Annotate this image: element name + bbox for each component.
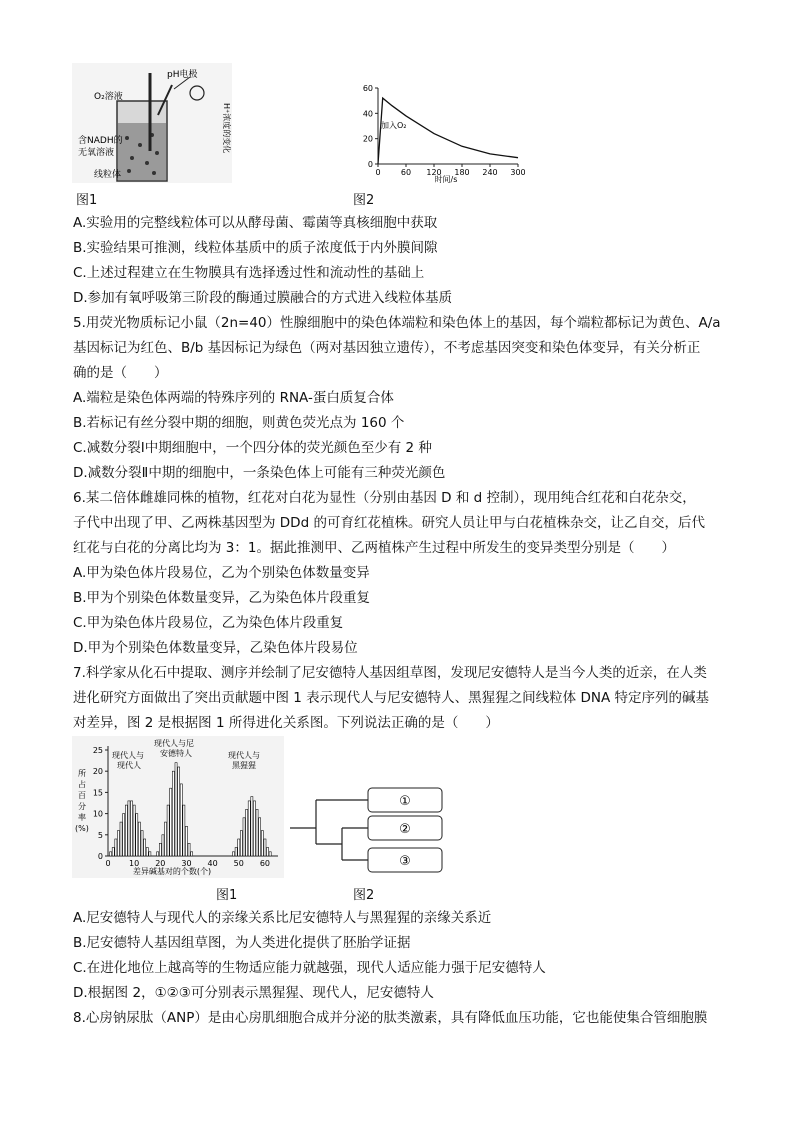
q5-option-c: C.减数分裂Ⅰ中期细胞中，一个四分体的荧光颜色至少有 2 种 [73,440,432,456]
y-tick-label: 0 [367,160,373,169]
q4-option-b: B.实验结果可推测，线粒体基质中的质子浓度低于内外膜间隙 [73,240,438,256]
proton-series-line [378,98,518,164]
group-label-modern-neanderthal-2: 安德特人 [160,749,192,758]
x-tick-label: 180 [454,168,470,177]
x-tick-label: 0 [375,168,381,177]
group-label-modern-modern-2: 现代人 [117,761,141,770]
x-axis-label: 时间/s [434,175,458,184]
group-label-modern-chimp-2: 黑猩猩 [232,761,256,770]
q6-stem-line3: 红花与白花的分离比均为 3：1。据此推测甲、乙两植株产生过程中所发生的变异类型分别是（ ） [73,540,675,556]
hist-bar [117,831,119,856]
q5-stem-line1: 5.用荧光物质标记小鼠（2n=40）性腺细胞中的染色体端粒和染色体上的基因，每个端粒都标记为黄色、A/a [73,315,721,331]
o2-marker-label: 加入O₂ [381,121,407,130]
hist-y-label-part: 百 [78,791,86,800]
hist-bar [157,852,159,856]
tree-node-1-label: ① [399,794,411,809]
q4-option-a: A.实验用的完整线粒体可以从酵母菌、霉菌等真核细胞中获取 [73,215,438,231]
hist-x-axis-label: 差异碱基对的个数(个) [132,867,212,876]
q7-option-c: C.在进化地位上越高等的生物适应能力就越强，现代人适应能力强于尼安德特人 [73,960,546,976]
q7-option-a: A.尼安德特人与现代人的亲缘关系比尼安德特人与黑猩猩的亲缘关系近 [73,910,492,926]
evolution-tree-figure [286,782,448,878]
q6-option-b: B.甲为个别染色体数量变异，乙为染色体片段重复 [73,590,371,606]
hist-bar [131,801,133,856]
hist-bar [146,848,148,857]
q6-option-d: D.甲为个别染色体数量变异，乙染色体片段易位 [73,640,358,656]
q6-stem-line2: 子代中出现了甲、乙两株基因型为 DDd 的可育红花植株。研究人员让甲与白花植株杂交，让乙自交，后代 [73,515,705,531]
figure2-caption: 图2 [353,193,375,208]
x-tick-label: 60 [400,168,412,177]
q7-stem-line2: 进化研究方面做出了突出贡献题中图 1 表示现代人与尼安德特人、黑猩猩之间线粒体 DNA 特定序列的碱基 [73,690,709,706]
x-tick-label: 300 [510,168,525,177]
nadh-label-line2: 无氧溶液 [78,148,115,158]
nadh-label-line1: 含NADH的 [78,136,123,146]
hist-bar [175,763,177,856]
hist-bar [170,788,172,856]
group-label-modern-chimp-1: 现代人与 [228,751,260,760]
hist-y-label-part: 占 [78,780,86,789]
hist-x-tick-label: 30 [181,859,192,868]
hist-y-tick-label: 20 [92,767,103,777]
hist-bar [167,805,169,856]
apparatus-drawing [72,63,232,183]
q5-stem-line2: 基因标记为红色、B/b 基因标记为绿色（两对基因独立遗传），不考虑基因突变和染色体变异，有关分析正 [73,340,701,356]
q8-stem-line1: 8.心房钠尿肽（ANP）是由心房肌细胞合成并分泌的肽类激素，具有降低血压功能，它也能使集合管细胞膜 [73,1010,708,1026]
hist-x-tick-label: 10 [129,859,140,868]
hist-x-tick-label: 20 [155,859,166,868]
hist-bar [188,843,190,856]
electrode-label: pH电极 [167,70,198,80]
hist-y-label-part: 所 [78,769,86,778]
hist-bar [238,839,240,856]
group-label-modern-neanderthal-1: 现代人与尼 [154,739,194,748]
hist-bar [112,848,114,857]
q5-option-b: B.若标记有丝分裂中期的细胞，则黄色荧光点为 160 个 [73,415,405,431]
y-tick-label: 40 [362,109,373,119]
hist-bar [180,784,182,856]
hist-bar [261,831,263,856]
vertical-axis-label: H⁺浓度的变化 [222,103,231,154]
o2-solution-label: O₂溶液 [94,92,123,102]
hist-bar [264,839,266,856]
q4-option-c: C.上述过程建立在生物膜具有选择透过性和流动性的基础上 [73,265,425,281]
hist-bar [123,814,125,856]
hist-x-tick-label: 60 [259,859,271,868]
dna-difference-histogram [72,736,284,878]
hist-y-label-part: (%) [75,824,89,833]
hist-bar [235,848,237,857]
hist-bar [269,852,271,856]
dna-difference-histogram-svg [72,736,284,878]
hist-bar [133,805,135,856]
hist-bar [138,822,140,856]
hist-y-label-part: 分 [78,802,86,811]
hist-bar [165,822,167,856]
hist-bar [136,814,138,856]
x-tick-label: 120 [426,168,442,177]
hist-y-tick-label: 10 [92,809,103,819]
hist-bar [128,801,130,856]
hist-bar [125,805,127,856]
hist-bar [233,852,235,856]
hist-bar [159,843,161,856]
hist-y-tick-label: 25 [92,746,103,755]
hist-bar [243,818,245,856]
hist-bar [248,801,250,856]
hist-bar [267,848,269,857]
q5-option-a: A.端粒是染色体两端的特殊序列的 RNA-蛋白质复合体 [73,390,394,406]
hist-x-tick-label: 50 [233,859,244,868]
q7-stem-line1: 7.科学家从化石中提取、测序并绘制了尼安德特人基因组草图，发现尼安德特人是当今人类的近亲，在人类 [73,665,707,681]
x-tick-label: 240 [482,168,498,177]
hist-bar [240,831,242,856]
hist-y-label-part: 率 [78,813,86,822]
hist-bar [141,831,143,856]
hist-bar [256,809,258,856]
hist-x-tick-label: 0 [105,859,111,868]
q7-stem-line3: 对差异，图 2 是根据图 1 所得进化关系图。下列说法正确的是（ ） [73,715,499,731]
q5-stem-line3: 确的是（ ） [73,365,168,381]
q5-option-d: D.减数分裂Ⅱ中期的细胞中，一条染色体上可能有三种荧光颜色 [73,465,446,481]
mitochondria-apparatus-figure [72,63,232,183]
q7-figure1-caption: 图1 [216,888,238,903]
hist-bar [246,809,248,856]
hist-bar [191,852,193,856]
q7-option-d: D.根据图 2，①②③可分别表示黑猩猩、现代人，尼安德特人 [73,985,434,1001]
hist-bar [144,839,146,856]
hist-bar [253,801,255,856]
q6-stem-line1: 6.某二倍体雌雄同株的植物，红花对白花为显性（分别由基因 D 和 d 控制），现用纯合红花和白花杂交， [73,490,696,506]
hist-bar [110,852,112,856]
hist-y-tick-label: 5 [97,830,103,840]
mitochondria-label: 线粒体 [94,170,122,180]
group-label-modern-modern-1: 现代人与 [112,751,144,760]
hist-y-tick-label: 15 [92,788,103,798]
q7-figure2-caption: 图2 [353,888,375,903]
y-tick-label: 20 [362,134,373,144]
tree-node-3-label: ③ [399,854,411,869]
hist-bar [120,822,122,856]
hist-bar [183,805,185,856]
q4-option-d: D.参加有氧呼吸第三阶段的酶通过膜融合的方式进入线粒体基质 [73,290,453,306]
y-tick-label: 60 [362,84,373,93]
hist-bar [259,818,261,856]
q7-option-b: B.尼安德特人基因组草图，为人类进化提供了胚胎学证据 [73,935,411,951]
q6-option-c: C.甲为染色体片段易位，乙为染色体片段重复 [73,615,344,631]
tree-node-2-label: ② [399,822,411,837]
hist-bar [172,771,174,856]
evolution-tree-svg [286,782,448,878]
figure1-caption: 图1 [76,193,98,208]
hist-bar [251,797,253,856]
hist-y-tick-label: 0 [97,852,103,861]
hist-bar [149,852,151,856]
proton-time-chart-svg [350,80,525,185]
hist-bar [115,839,117,856]
hist-bar [162,835,164,856]
hist-x-tick-label: 40 [207,859,218,868]
hist-bar [178,767,180,856]
proton-time-chart [350,80,525,185]
q6-option-a: A.甲为染色体片段易位，乙为个别染色体数量变异 [73,565,370,581]
hist-bar [185,826,187,856]
